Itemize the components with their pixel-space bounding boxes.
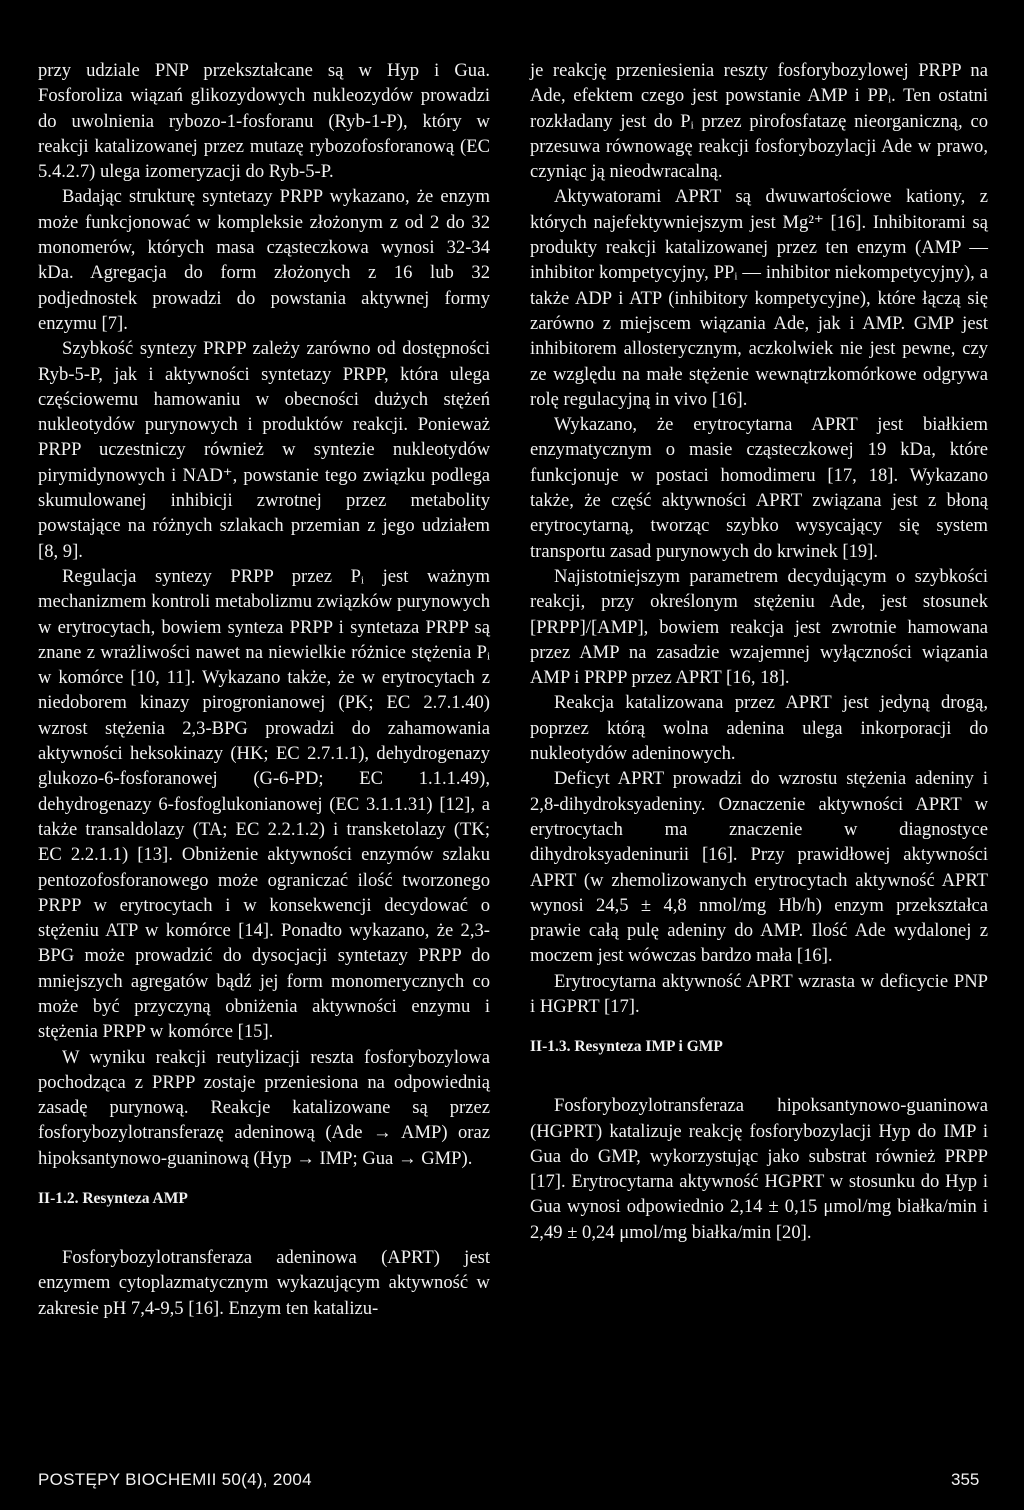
left-column: [38, 58, 490, 1321]
paragraph: W wyniku reakcji reutylizacji reszta fosforybozylowa pochodząca z PRPP zostaje przeniesiona na odpowiednią zasadę purynową. Reakcje katalizowane są przez fosforybozylotransferazę adeninową (Ade → AMP) oraz hipoksantynowo-guaninową (Hyp → IMP; Gua → GMP).: [38, 1046, 490, 1169]
paragraph: Najistotniejszym parametrem decydującym o szybkości reakcji, przy określonym stężeniu Ade, jest stosunek [PRPP]/[AMP], bowiem reakcja jest zwrotnie hamowana przez AMP na zasadzie wzajemnej wyłączności wiązania AMP i PRPP przez APRT [16, 18].: [530, 565, 988, 689]
footer-journal: POSTĘPY BIOCHEMII 50(4), 2004: [38, 1470, 312, 1489]
right-column: [530, 58, 988, 1245]
paragraph: Szybkość syntezy PRPP zależy zarówno od dostępności Ryb-5-P, jak i aktywności syntetazy PRPP, która ulega częściowemu hamowaniu w obecności dużych stężeń nukleotydów purynowych i produktów reakcji. Ponieważ PRPP uczestniczy również w syntezie nukleotydów pirymidynowych i NAD⁺, powstanie tego związku podlega skumulowanej inhibicji zwrotnej przez metabolity powstające na różnych szlakach przemian z jego udziałem [8, 9].: [38, 338, 490, 562]
paragraph: Erytrocytarna aktywność APRT wzrasta w deficycie PNP i HGPRT [17].: [530, 970, 988, 1017]
paragraph: Fosforybozylotransferaza hipoksantynowo-guaninowa (HGPRT) katalizuje reakcję fosforybozylacji Hyp do IMP i Gua do GMP, wykorzystując jako substrat również PRPP [17]. Erytrocytarna aktywność HGPRT w stosunku do Hyp i Gua wynosi odpowiednio 2,14 ± 0,15 μmol/mg białka/min i 2,49 ± 0,24 μmol/mg białka/min [20].: [530, 1095, 988, 1243]
page-number: 355: [951, 1470, 980, 1489]
paragraph: Wykazano, że erytrocytarna APRT jest białkiem enzymatycznym o masie cząsteczkowej 19 kDa, które funkcjonuje w postaci homodimeru [17, 18]. Wykazano także, że część aktywności APRT związana jest z błoną erytrocytarną, tworząc szybko wysycający się system transportu zasad purynowych do krwinek [19].: [530, 414, 988, 562]
paragraph: je reakcję przeniesienia reszty fosforybozylowej PRPP na Ade, efektem czego jest powstanie AMP i PPᵢ. Ten ostatni rozkładany jest do Pᵢ przez pirofosfatazę nieorganiczną, co przesuwa równowagę reakcji fosforybozylacji Ade w prawo, czyniąc ją nieodwracalną.: [530, 60, 988, 183]
paragraph: Reakcja katalizowana przez APRT jest jedyną drogą, poprzez którą wolna adenina ulega inkorporacji do nukleotydów adeninowych.: [530, 692, 988, 765]
section-heading-amp: II-1.2. Resynteza AMP: [38, 1190, 188, 1208]
paragraph: Deficyt APRT prowadzi do wzrostu stężenia adeniny i 2,8-dihydroksyadeniny. Oznaczenie aktywności APRT w erytrocytach ma znaczenie w diagnostyce dihydroksyadeninurii [16]. Przy prawidłowej aktywności APRT (w zhemolizowanych erytrocytach aktywność APRT wynosi 24,5 ± 4,8 nmol/mg Hb/h) enzym przekształca prawie całą pulę adeniny do AMP. Ilość Ade wydalonej z moczem jest wówczas bardzo mała [16].: [530, 768, 988, 967]
paragraph: przy udziale PNP przekształcane są w Hyp i Gua. Fosforoliza wiązań glikozydowych nukleozydów prowadzi do uwolnienia rybozo-1-fosforanu (Ryb-1-P), który w reakcji katalizowanej przez mutazę rybozofosforanową (EC 5.4.2.7) ulega izomeryzacji do Ryb-5-P.: [38, 60, 490, 183]
paragraph: Regulacja syntezy PRPP przez Pᵢ jest ważnym mechanizmem kontroli metabolizmu związków purynowych w erytrocytach, bowiem synteza PRPP i syntetaza PRPP są znane z wrażliwości nawet na niewielkie różnice stężenia Pᵢ w komórce [10, 11]. Wykazano także, że w erytrocytach z niedoborem kinazy pirogronianowej (PK; EC 2.7.1.40) wzrost stężenia 2,3-BPG prowadzi do zahamowania aktywności heksokinazy (HK; EC 2.7.1.1), dehydrogenazy glukozo-6-fosforanowej (G-6-PD; EC 1.1.1.49), dehydrogenazy 6-fosfoglukonianowej (EC 3.1.1.31) [12], a także transaldolazy (TA; EC 2.2.1.2) i transketolazy (TK; EC 2.2.1.1) [13]. Obniżenie aktywności enzymów szlaku pentozofosforanowego może ograniczać ilość tworzonego PRPP w erytrocytach i w konsekwencji decydować o stężeniu ATP w komórce [14]. Ponadto wykazano, że 2,3-BPG może prowadzić do dysocjacji syntetazy PRPP do mniejszych agregatów bądź jej form monomerycznych co może być przyczyną obniżenia aktywności enzymu i stężenia PRPP w komórce [15].: [38, 565, 490, 1043]
section-heading-imp: II-1.3. Resynteza IMP i GMP: [530, 1038, 723, 1056]
paragraph: Badając strukturę syntetazy PRPP wykazano, że enzym może funkcjonować w kompleksie złożonym z od 2 do 32 monomerów, których masa cząsteczkowa wynosi 32-34 kDa. Agregacja do form złożonych z 16 lub 32 podjednostek prowadzi do powstania aktywnej formy enzymu [7].: [38, 186, 490, 334]
paragraph: Fosforybozylotransferaza adeninowa (APRT) jest enzymem cytoplazmatycznym wykazującym aktywność w zakresie pH 7,4-9,5 [16]. Enzym ten katalizu-: [38, 1247, 490, 1319]
paragraph: Aktywatorami APRT są dwuwartościowe kationy, z których najefektywniejszym jest Mg²⁺ [16]. Inhibitorami są produkty reakcji katalizowanej przez ten enzym (AMP — inhibitor kompetycyjny, PPᵢ — inhibitor niekompetycyjny), a także ADP i ATP (inhibitory kompetycyjne), które łączą się zarówno z miejscem wiązania Ade, jak i AMP. GMP jest inhibitorem allosterycznym, aczkolwiek nie jest pewne, czy ze względu na małe stężenie wewnątrzkomórkowe odgrywa rolę regulacyjną in vivo [16].: [530, 186, 988, 410]
